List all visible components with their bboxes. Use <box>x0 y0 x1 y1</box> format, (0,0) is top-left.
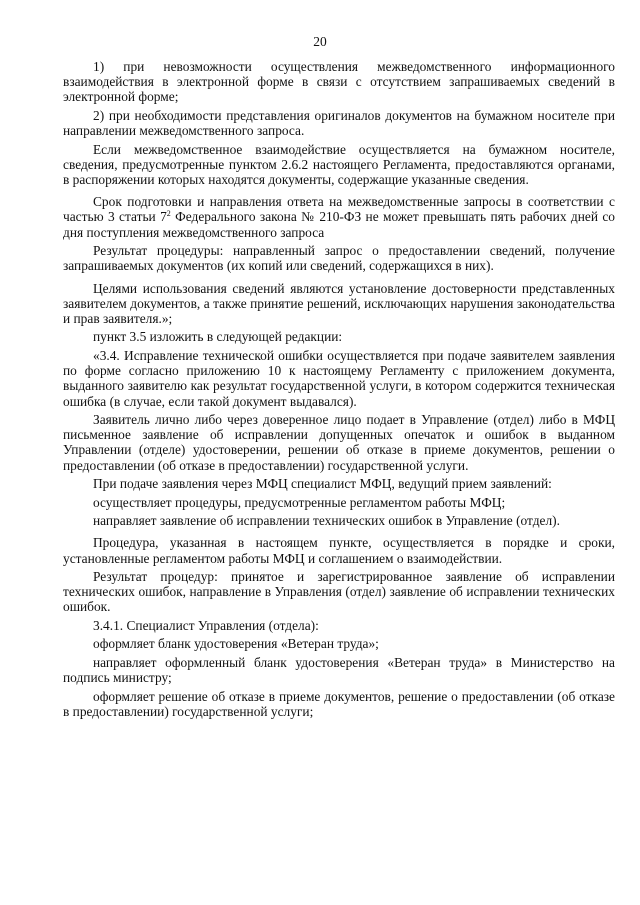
paragraph-2: 2) при необходимости представления оригиналов документов на бумажном носителе при направлении межведомственного запроса. <box>63 107 615 139</box>
paragraph-13: Процедура, указанная в настоящем пункте, осуществляется в порядке и сроки, установленные регламентом работы МФЦ и соглашением о взаимодействии. <box>63 535 615 566</box>
paragraph-10: При подаче заявления через МФЦ специалист МФЦ, ведущий прием заявлений: <box>93 476 552 492</box>
paragraph-12: направляет заявление об исправлении технических ошибок в Управление (отдел). <box>93 513 560 529</box>
paragraph-4 <box>63 194 615 240</box>
paragraph-9: Заявитель лично либо через доверенное лицо подает в Управление (отдел) либо в МФЦ письменное заявление об исправлении допущенных опечаток и ошибок в выданном Управлении (отделе) удостоверении, решении об отказе в приеме документов, решении о предоставлении (об отказе в предоставлении) государственной услуги. <box>63 412 615 473</box>
paragraph-4-superscript: 2 <box>166 209 171 219</box>
paragraph-16: оформляет бланк удостоверения «Ветеран труда»; <box>93 636 379 652</box>
paragraph-17: направляет оформленный бланк удостоверения «Ветеран труда» в Министерство на подпись министру; <box>63 654 615 686</box>
paragraph-14: Результат процедур: принятое и зарегистрированное заявление об исправлении технических ошибок, направление в Управления (отдел) заявление об исправлении технических ошибок. <box>63 569 615 615</box>
paragraph-5: Результат процедуры: направленный запрос о предоставлении сведений, получение запрашиваемых документов (их копий или сведений, содержащихся в них). <box>63 243 615 274</box>
paragraph-6: Целями использования сведений являются установление достоверности представленных заявителем документов, а также принятие решений, исключающих нарушения законодательства и прав заявителя.»; <box>63 280 615 326</box>
document-body <box>63 59 615 722</box>
paragraph-11: осуществляет процедуры, предусмотренные регламентом работы МФЦ; <box>93 494 506 510</box>
paragraph-4-start: Срок подготовки и направления ответа на межведомственные запросы в соответствии с частью 3 статьи 7 <box>63 194 615 225</box>
paragraph-1: 1) при невозможности осуществления межведомственного информационного взаимодействия в электронной форме в связи с отсутствием запрашиваемых сведений в электронной форме; <box>63 59 615 105</box>
paragraph-18: оформляет решение об отказе в приеме документов, решение о предоставлении (об отказе в предоставлении) государственной услуги; <box>63 688 615 719</box>
paragraph-8: «3.4. Исправление технической ошибки осуществляется при подаче заявителем заявления по форме согласно приложению 10 к настоящему Регламенту с приложением документа, выданного заявителю как результат государственной услуги, в котором содержится техническая ошибка (в случае, если такой документ выдавался). <box>63 347 615 409</box>
paragraph-4-end: Федерального закона № 210-ФЗ не может превышать пять рабочих дней со дня поступления межведомственного запроса <box>63 209 616 240</box>
paragraph-15: 3.4.1. Специалист Управления (отдела): <box>93 617 319 633</box>
page-number: 20 <box>313 34 327 49</box>
paragraph-3: Если межведомственное взаимодействие осуществляется на бумажном носителе, сведения, предусмотренные пунктом 2.6.2 настоящего Регламента, предоставляются органами, в распоряжении которых находятся документы, содержащие указанные сведения. <box>63 141 615 188</box>
paragraph-7: пункт 3.5 изложить в следующей редакции: <box>93 329 343 345</box>
